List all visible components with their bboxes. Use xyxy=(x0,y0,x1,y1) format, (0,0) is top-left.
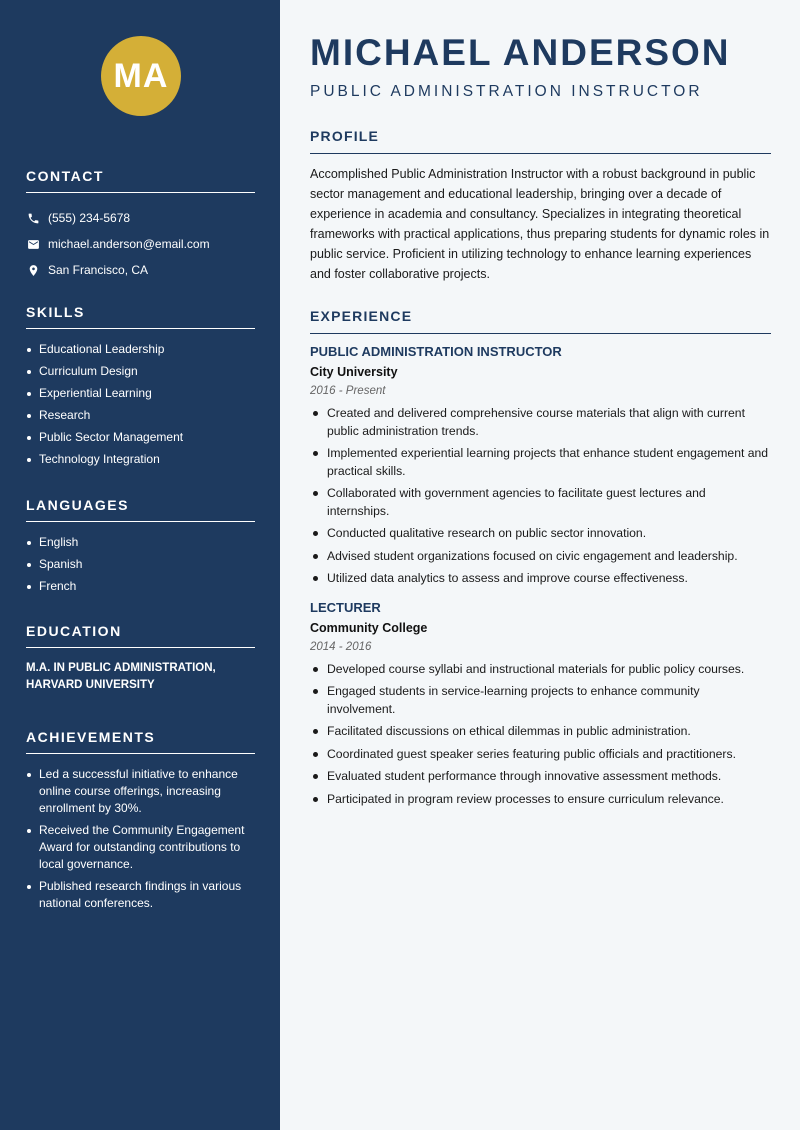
skills-heading: SKILLS xyxy=(26,304,255,329)
experience-section xyxy=(310,308,771,820)
languages-heading: LANGUAGES xyxy=(26,497,255,522)
list-item: Research xyxy=(26,407,255,424)
skills-list xyxy=(26,341,255,468)
list-item: Created and delivered comprehensive course materials that align with current public administration trends. xyxy=(310,405,771,440)
person-title: PUBLIC ADMINISTRATION INSTRUCTOR xyxy=(310,83,703,100)
location-text: San Francisco, CA xyxy=(48,263,149,277)
job-organization: Community College xyxy=(310,620,428,635)
experience-heading: EXPERIENCE xyxy=(310,308,771,334)
sidebar xyxy=(0,0,280,1130)
list-item: Evaluated student performance through innovative assessment methods. xyxy=(310,768,771,786)
achievements-section xyxy=(26,729,255,917)
list-item: Developed course syllabi and instructional materials for public policy courses. xyxy=(310,661,771,679)
list-item: Coordinated guest speaker series featuring public officials and practitioners. xyxy=(310,746,771,764)
list-item: Engaged students in service-learning projects to enhance community involvement. xyxy=(310,683,771,718)
list-item: Educational Leadership xyxy=(26,341,255,358)
education-heading: EDUCATION xyxy=(26,623,255,648)
job-bullets xyxy=(310,661,771,809)
person-name: MICHAEL ANDERSON xyxy=(310,32,731,73)
achievements-heading: ACHIEVEMENTS xyxy=(26,729,255,754)
profile-heading: PROFILE xyxy=(310,128,771,154)
job-role: LECTURER xyxy=(310,599,381,615)
list-item: Public Sector Management xyxy=(26,429,255,446)
job-role: PUBLIC ADMINISTRATION INSTRUCTOR xyxy=(310,344,562,359)
job-bullets xyxy=(310,405,771,588)
list-item: Implemented experiential learning projects that enhance student engagement and practical skills. xyxy=(310,445,771,480)
list-item: Published research findings in various national conferences. xyxy=(26,878,255,912)
education-section xyxy=(26,623,255,694)
profile-section xyxy=(310,128,771,284)
job-entry xyxy=(310,344,771,588)
contact-email xyxy=(26,231,255,257)
mail-icon xyxy=(26,237,40,251)
list-item: Advised student organizations focused on civic engagement and leadership. xyxy=(310,548,771,566)
skills-section xyxy=(26,304,255,473)
list-item: Conducted qualitative research on public sector innovation. xyxy=(310,525,771,543)
languages-list xyxy=(26,534,255,595)
location-pin-icon xyxy=(26,263,40,277)
phone-icon xyxy=(26,211,40,225)
list-item: Led a successful initiative to enhance online course offerings, increasing enrollment by 30%. xyxy=(26,766,255,817)
list-item: French xyxy=(26,578,255,595)
list-item: Technology Integration xyxy=(26,451,255,468)
avatar-initials: MA xyxy=(101,36,181,116)
profile-text: Accomplished Public Administration Instructor with a robust background in public sector management and educational leadership, bringing over a decade of experience in academia and consultancy. Specializes in integrating theoretical frameworks with practical applications, thus preparing students for dynamic roles in public service. Proficient in utilizing technology to enhance learning experiences and foster collaborative projects. xyxy=(310,167,770,281)
job-dates: 2016 - Present xyxy=(310,385,386,397)
contact-section xyxy=(26,168,255,283)
contact-heading: CONTACT xyxy=(26,168,255,193)
list-item: English xyxy=(26,534,255,551)
list-item: Utilized data analytics to assess and improve course effectiveness. xyxy=(310,570,771,588)
list-item: Facilitated discussions on ethical dilemmas in public administration. xyxy=(310,723,771,741)
contact-phone xyxy=(26,205,255,231)
languages-section xyxy=(26,497,255,600)
job-organization: City University xyxy=(310,365,398,379)
list-item: Collaborated with government agencies to facilitate guest lectures and internships. xyxy=(310,485,771,520)
contact-location xyxy=(26,257,255,283)
job-dates: 2014 - 2016 xyxy=(310,640,372,653)
education-degree: M.A. IN PUBLIC ADMINISTRATION, HARVARD UNIVERSITY xyxy=(26,662,216,691)
job-entry xyxy=(310,600,771,809)
list-item: Spanish xyxy=(26,556,255,573)
phone-text[interactable]: (555) 234-5678 xyxy=(48,211,131,225)
achievements-list xyxy=(26,766,255,912)
email-text[interactable]: michael.anderson@email.com xyxy=(48,237,210,251)
list-item: Experiential Learning xyxy=(26,385,255,402)
list-item: Participated in program review processes to ensure curriculum relevance. xyxy=(310,791,771,809)
list-item: Curriculum Design xyxy=(26,363,255,380)
list-item: Received the Community Engagement Award for outstanding contributions to local governance. xyxy=(26,822,255,873)
